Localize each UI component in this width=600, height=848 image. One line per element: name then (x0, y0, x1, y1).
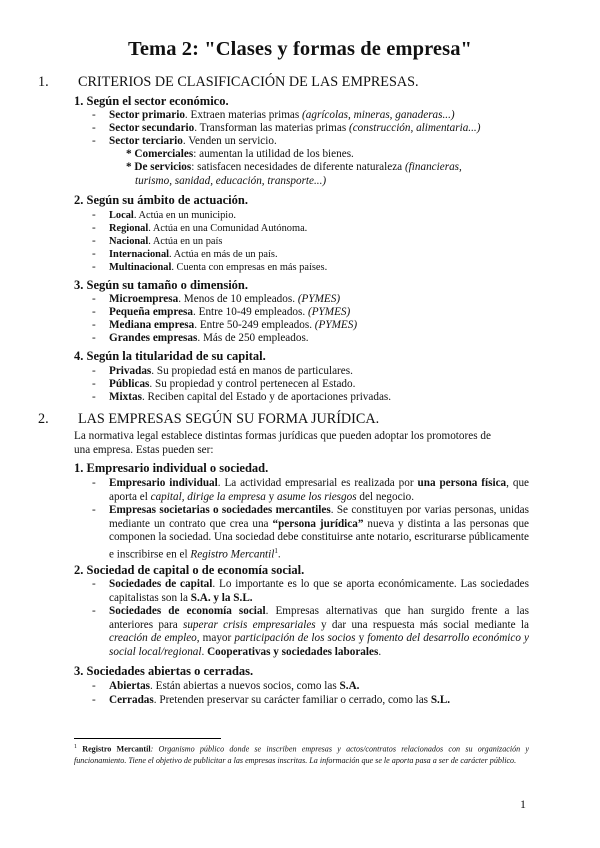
item-comerciales: * Comerciales: aumentan la utilidad de los bienes. (126, 148, 354, 160)
footnote: $^1$ Registro Mercantil: Organismo público donde se inscriben empresas y actos/contratos relacionados con su organización y funcionamiento. Tiene el objetivo de publicitar a las empresas inscritas. La información que se le aporta pasa a ser de carácter público. (74, 744, 530, 765)
item-internacional: Internacional. Actúa en más de un país. (109, 249, 278, 260)
item-grandes-empresas: Grandes empresas. Más de 250 empleados. (109, 332, 309, 344)
item-mixtas: Mixtas. Reciben capital del Estado y de aportaciones privadas. (109, 391, 392, 403)
footnote-separator (74, 738, 221, 739)
item-abiertas: Abiertas. Están abiertas a nuevos socios, como las S.A. (109, 680, 360, 692)
item-mediana-empresa: Mediana empresa. Entre 50-249 empleados. (PYMES) (109, 319, 358, 331)
s2-sub3-heading: 3. Sociedades abiertas o cerradas. (74, 664, 254, 678)
item-sector-primario: Sector primario. Extraen materias primas (agrícolas, mineras, ganaderas...) (109, 109, 455, 121)
s2-sub2-heading: 2. Sociedad de capital o de economía social. (74, 563, 305, 577)
item-servicios-cont: turismo, sanidad, educación, transporte...) (135, 175, 327, 187)
item-servicios: * De servicios: satisfacen necesidades de diferente naturaleza (financieras, (126, 161, 462, 173)
item-sociedades-mercantiles: Empresas societarias o sociedades mercantiles. Se constituyen por varias personas, unidas mediante un contrato que crea una “persona jurídica” nueva y distinta a las personas que componen la sociedad. Una sociedad debe constituirse ante notario, escriturarse públicamente e inscribirse en el Registro Mercantil$^1$. (109, 504, 530, 561)
item-empresario-individual: Empresario individual. La actividad empresarial es realizada por una persona física, que aporta el capital, dirige la empresa y asume los riesgos del negocio. (109, 477, 530, 503)
document-page: Tema 2: "Clases y formas de empresa" 1. CRITERIOS DE CLASIFICACIÓN DE LAS EMPRESAS. 1. Según el sector económico. - Sector primario. Extraen materias primas (agrícolas, mineras, ganaderas...) - Sector secundario. Transforman las materias primas (construcción, alimentaria...) - Sector terciario. Venden un servicio. * Comerciales: aumentan la utilidad de los bienes. * De servicios: satisfacen necesidades de diferente naturaleza (financieras, turismo, sanidad, educación, transporte...) 2. Según su ámbito de actuación. - Local. Actúa en un municipio. - Regional. Actúa en una Comunidad Autónoma. - Nacional. Actúa en un país - Internacional. Actúa en más de un país. - Multinacional. Cuenta con empresas en más países. 3. Según su tamaño o dimensión. - Microempresa. Menos de 10 empleados. (PYMES) - Pequeña empresa. Entre 10-49 empleados. (PYMES) - Mediana empresa. Entre 50-249 empleados. (PYMES) - Grandes empresas. Más de 250 empleados. 4. Según la titularidad de su capital. - Privadas. Su propiedad está en manos de particulares. - Públicas. Su propiedad y control pertenecen al Estado. - Mixtas. Reciben capital del Estado y de aportaciones privadas. 2. LAS EMPRESAS SEGÚN SU FORMA JURÍDICA. La normativa legal establece distintas formas jurídicas que pueden adoptar los promotores de una empresa. Estas pueden ser: 1. Empresario individual o sociedad. - Empresario individual. La actividad empresarial es realizada por una persona física, que aporta el capital, dirige la empresa y asume los riesgos del negocio. - Empresas societarias o sociedades mercantiles. Se constituyen por varias personas, unidas mediante un contrato que crea una “persona jurídica” nueva y distinta a las personas que componen la sociedad. Una sociedad debe constituirse ante notario, escriturarse públicamente e inscribirse en el Registro Mercantil$^1$. 2. Sociedad de capital o de economía social. - Sociedades de capital. Lo importante es lo que se aporta económicamente. Las sociedades capitalistas son la S.A. y la S.L. - Sociedades de economía social. Empresas alternativas que han surgido frente a las anteriores para superar crisis empresariales y dar una respuesta más social mediante la creación de empleo, mayor participación de los socios y fomento del desarrollo económico y social local/regional. Cooperativas y sociedades laborales. 3. Sociedades abiertas o cerradas. - Abiertas. Están abiertas a nuevos socios, como las S.A. - Cerradas. Pretenden preservar su carácter familiar o cerrado, como las S.L. $^1$ Registro Mercantil: Organismo público donde se inscriben empresas y actos/contratos relacionados con su organización y funcionamiento. Tiene el objetivo de publicitar a las empresas inscritas. La información que se le aporta pasa a ser de carácter público. 1 (0, 0, 600, 848)
item-pequena-empresa: Pequeña empresa. Entre 10-49 empleados. (PYMES) (109, 306, 351, 318)
item-privadas: Privadas. Su propiedad está en manos de particulares. (109, 365, 353, 377)
item-sector-terciario: Sector terciario. Venden un servicio. (109, 135, 277, 147)
s1-sub3-heading: 3. Según su tamaño o dimensión. (74, 278, 248, 292)
item-sector-secundario: Sector secundario. Transforman las materias primas (construcción, alimentaria...) (109, 122, 481, 134)
s1-sub1-heading: 1. Según el sector económico. (74, 94, 229, 108)
item-nacional: Nacional. Actúa en un país (109, 236, 223, 247)
item-regional: Regional. Actúa en una Comunidad Autónoma. (109, 223, 308, 234)
item-local: Local. Actúa en un municipio. (109, 210, 236, 221)
s2-intro: La normativa legal establece distintas formas jurídicas que pueden adoptar los promotores de una empresa. Estas pueden ser: (74, 430, 491, 456)
item-microempresa: Microempresa. Menos de 10 empleados. (PYMES) (109, 293, 341, 305)
item-publicas: Públicas. Su propiedad y control pertenecen al Estado. (109, 378, 356, 390)
item-cerradas: Cerradas. Pretenden preservar su carácter familiar o cerrado, como las S.L. (109, 694, 451, 706)
page-number: 1 (520, 797, 526, 811)
item-sociedades-capital: Sociedades de capital. Lo importante es lo que se aporta económicamente. Las sociedades capitalistas son la S.A. y la S.L. (109, 578, 529, 604)
item-multinacional: Multinacional. Cuenta con empresas en más países. (109, 262, 328, 273)
document-title: Tema 2: "Clases y formas de empresa" (127, 38, 473, 60)
s1-sub2-heading: 2. Según su ámbito de actuación. (74, 193, 248, 207)
s2-sub1-heading: 1. Empresario individual o sociedad. (74, 461, 269, 475)
item-economia-social: Sociedades de economía social. Empresas alternativas que han surgido frente a las anteriores para superar crisis empresariales y dar una respuesta más social mediante la creación de empleo, mayor participación de los socios y fomento del desarrollo económico y social local/regional. Cooperativas y sociedades laborales. (109, 605, 530, 658)
s1-sub4-heading: 4. Según la titularidad de su capital. (74, 349, 266, 363)
